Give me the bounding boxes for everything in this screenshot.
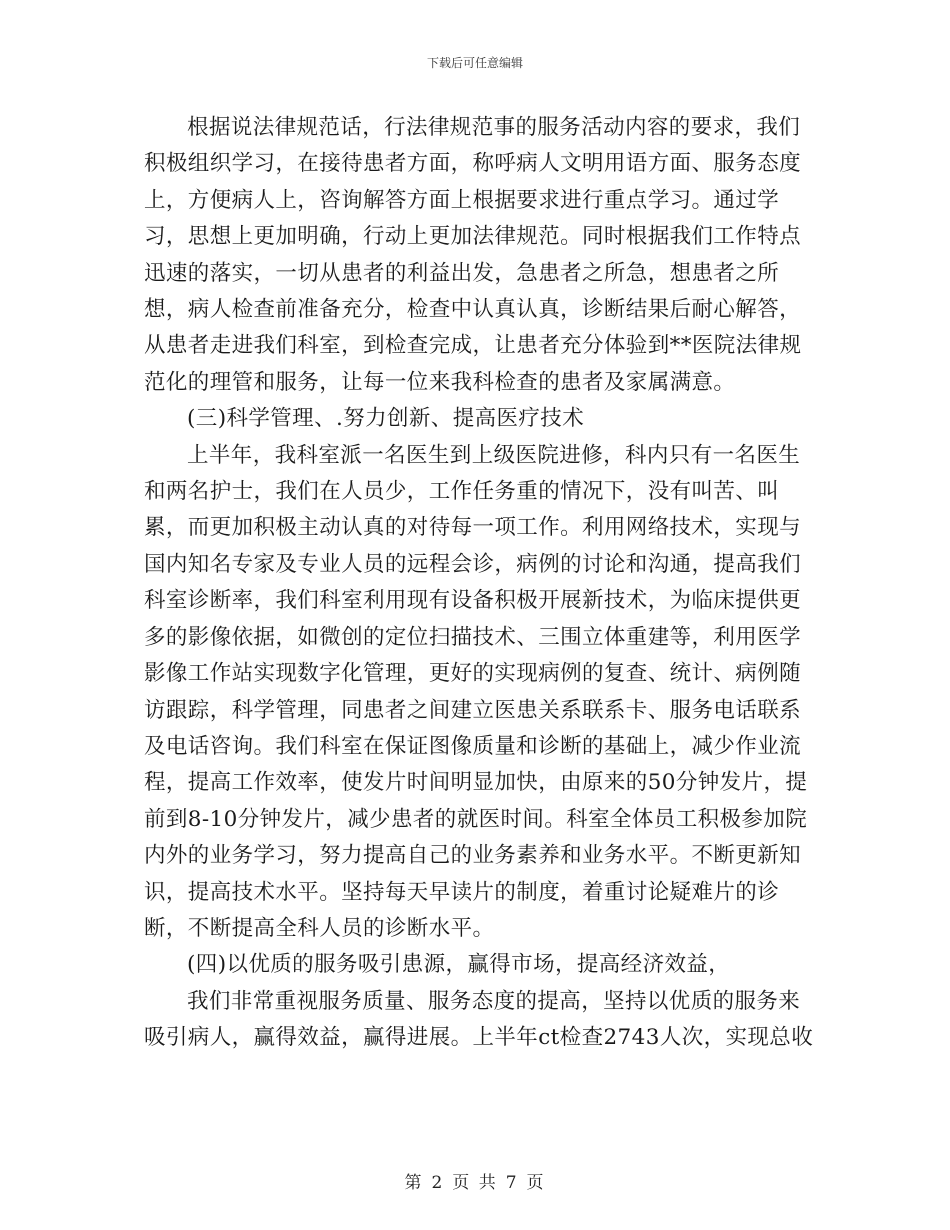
footer-suffix: 页 [526,1173,546,1193]
document-body [144,110,816,1057]
footer-page-number: 2 [431,1173,445,1193]
paragraph-service-standards: 根据说法律规范话，行法律规范事的服务活动内容的要求，我们积极组织学习，在接待患者方面，称呼病人文明用语方面、服务态度上，方便病人上，咨询解答方面上根据要求进行重点学习。通过学习，思想上更加明确，行动上更加法律规范。同时根据我们工作特点迅速的落实，一切从患者的利益出发，急患者之所急，想患者之所想，病人检查前准备充分，检查中认真认真，诊断结果后耐心解答，从患者走进我们科室，到检查完成，让患者充分体验到**医院法律规范化的理管和服务，让每一位来我科检查的患者及家属满意。 [144,115,802,395]
paragraph-innovation: 上半年，我科室派一名医生到上级医院进修，科内只有一名医生和两名护士，我们在人员少，工作任务重的情况下，没有叫苦、叫累，而更加积极主动认真的对待每一项工作。利用网络技术，实现与国内知名专家及专业人员的远程会诊，病例的讨论和沟通，提高我们科室诊断率，我们科室利用现有设备积极开展新技术，为临床提供更多的影像依据，如微创的定位扫描技术、三围立体重建等，利用医学影像工作站实现数字化管理，更好的实现病例的复查、统计、病例随访跟踪，科学管理，同患者之间建立医患关系联系卡、服务电话联系及电话咨询。我们科室在保证图像质量和诊断的基础上，减少作业流程，提高工作效率，使发片时间明显加快，由原来的50分钟发片，提前到8-10分钟发片，减少患者的就医时间。科室全体员工积极参加院内外的业务学习，努力提高自己的业务素养和业务水平。不断更新知识，提高技术水平。坚持每天早读片的制度，着重讨论疑难片的诊断，不断提高全科人员的诊断水平。 [144,442,808,941]
section-heading-3: (三)科学管理、.努力创新、提高医疗技术 [187,406,585,432]
page-footer [0,1168,950,1193]
footer-total-pages: 7 [505,1173,519,1193]
footer-prefix: 第 [404,1173,424,1193]
page-header-note: 下载后可任意编辑 [426,56,523,70]
section-heading-4: (四)以优质的服务吸引患源，赢得市场，提高经济效益， [187,952,731,978]
paragraph-service-quality: 我们非常重视服务质量、服务态度的提高，坚持以优质的服务来吸引病人，赢得效益，赢得进展。上半年ct检查2743人次，实现总收 [144,988,814,1051]
footer-middle: 页 共 [452,1173,498,1193]
